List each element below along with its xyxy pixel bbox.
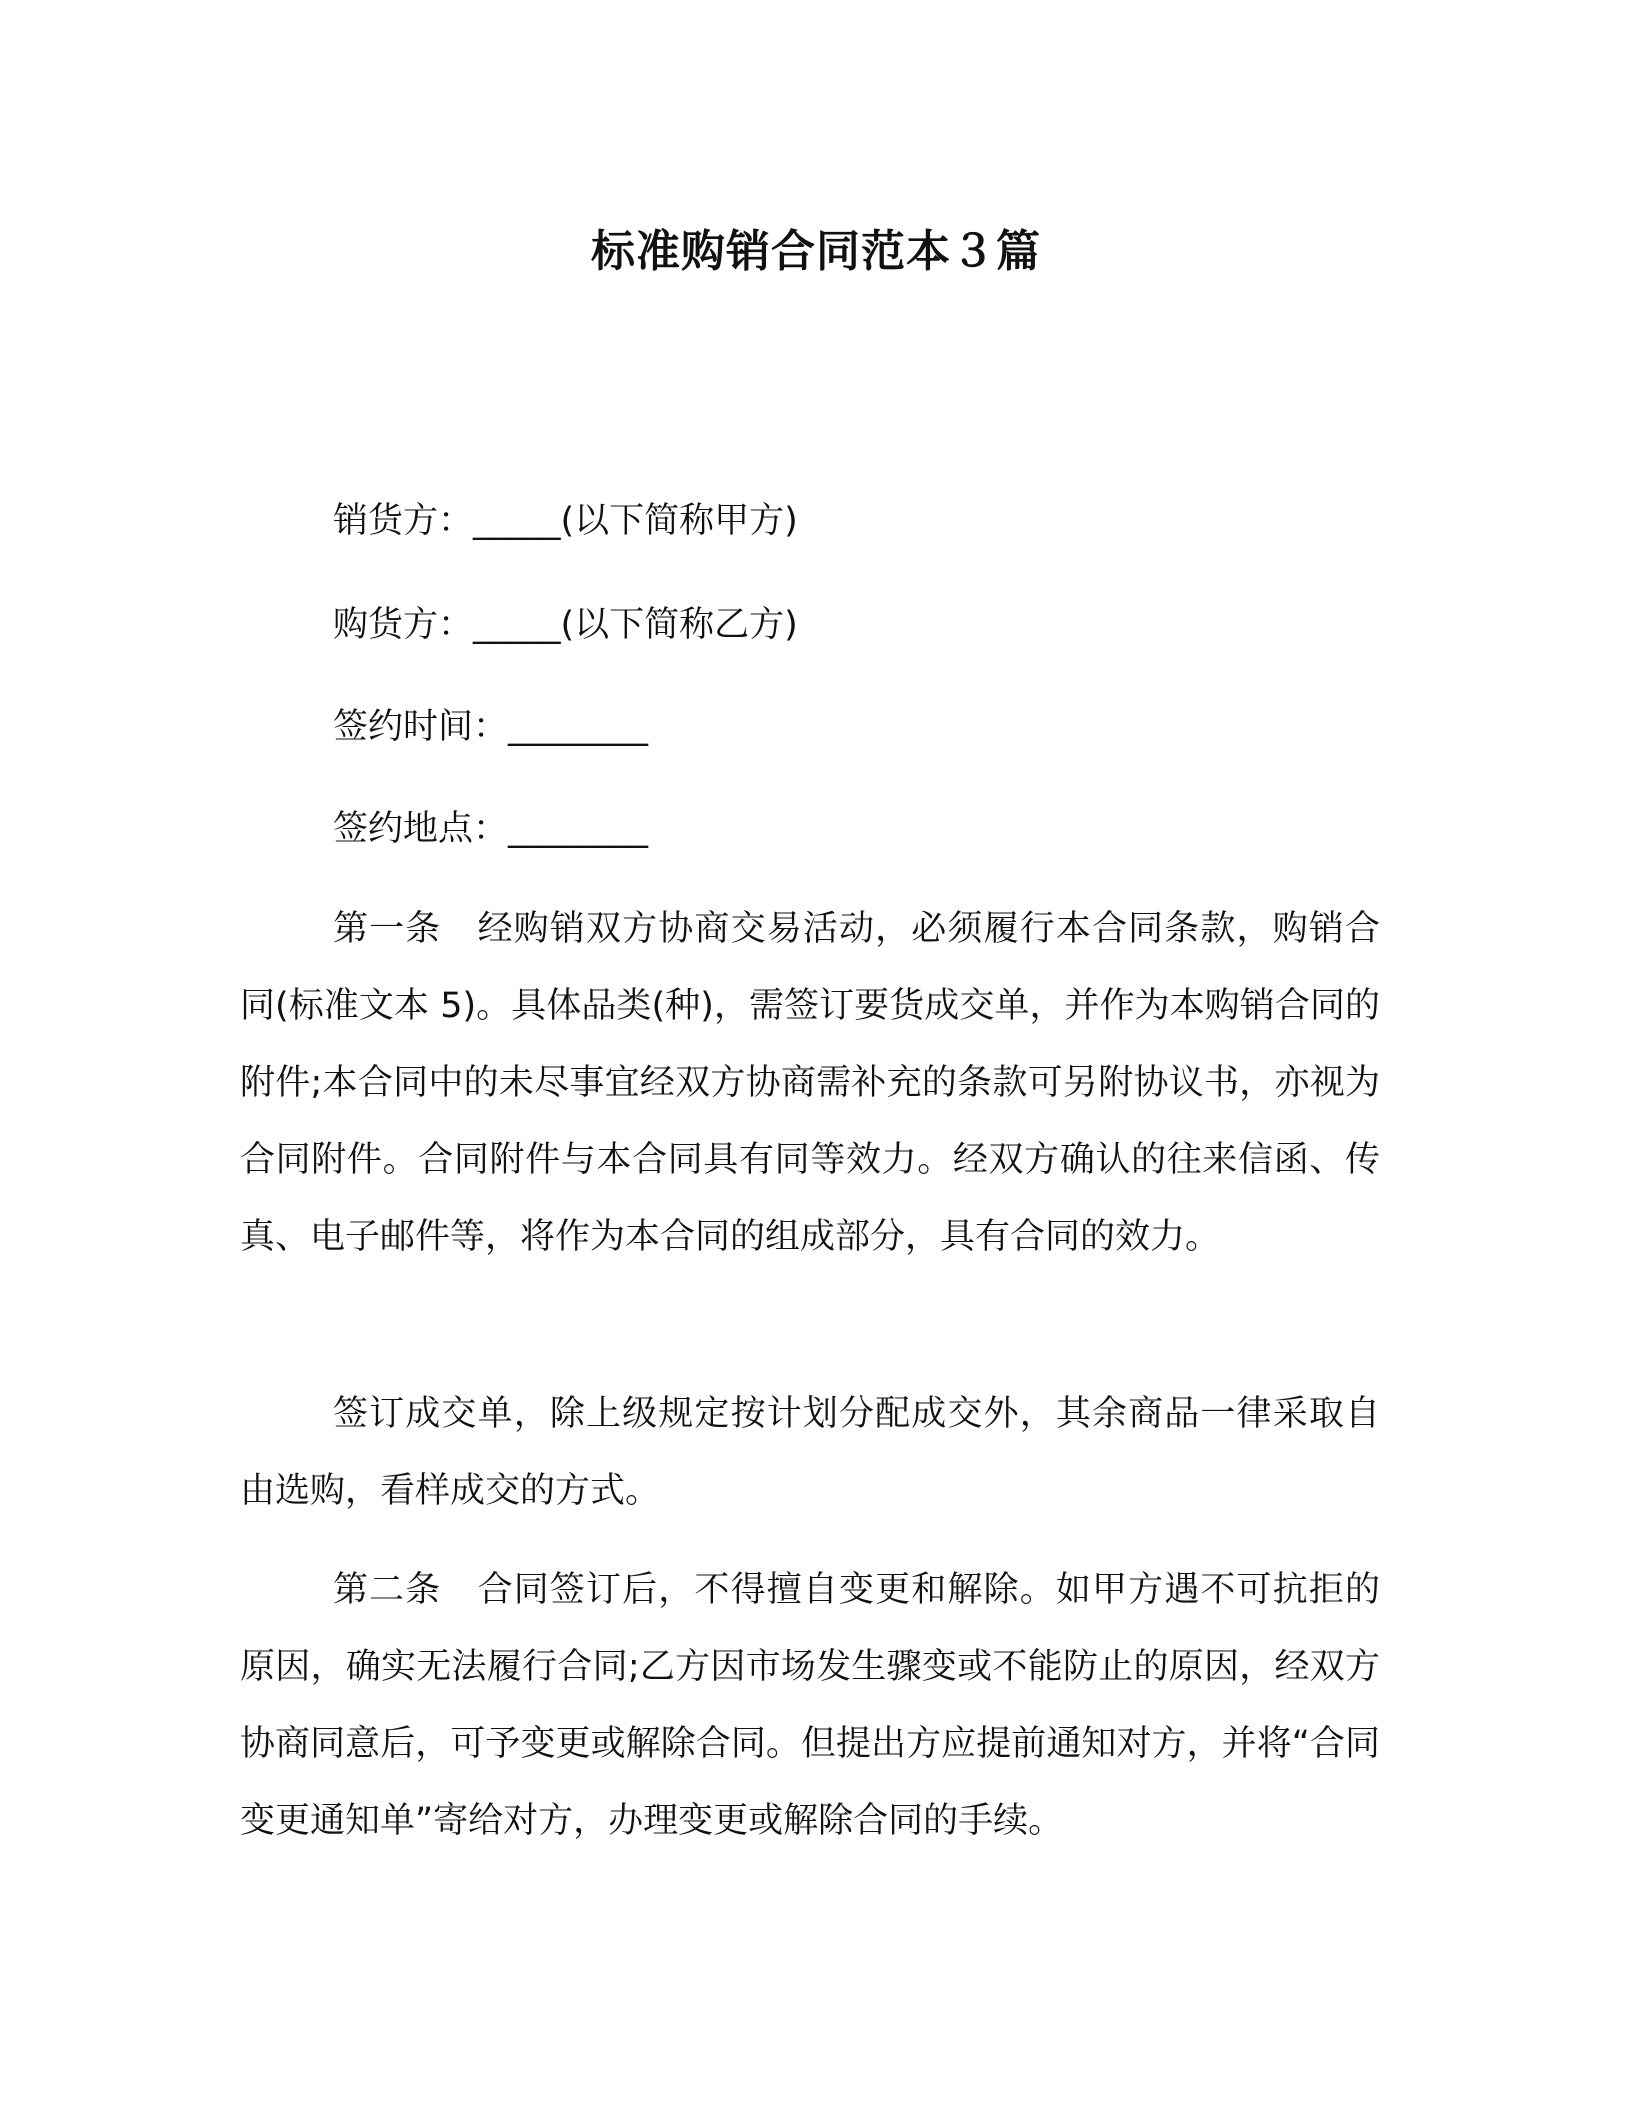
clause-2-paragraph: 第二条 合同签订后，不得擅自变更和解除。如甲方遇不可抗拒的原因，确实无法履行合同;乙方因市场发生骤变或不能防止的原因，经双方协商同意后，可予变更或解除合同。但提出方应提前通知对方，并将“合同变更通知单”寄给对方，办理变更或解除合同的手续。 <box>240 1570 1380 1841</box>
document-title: 标准购销合同范本３篇 <box>591 226 1041 277</box>
buyer-field: 购货方：_____(以下简称乙方) <box>333 605 798 645</box>
seller-field: 销货方：_____(以下简称甲方) <box>333 501 798 541</box>
clause-1-paragraph: 第一条 经购销双方协商交易活动，必须履行本合同条款，购销合同(标准文本 5)。具体品类(种)，需签订要货成交单，并作为本购销合同的附件;本合同中的未尽事宜经双方协商需补充的条款可另附协议书，亦视为合同附件。合同附件与本合同具有同等效力。经双方确认的往来信函、传真、电子邮件等，将作为本合同的组成部分，具有合同的效力。 <box>240 909 1380 1257</box>
transaction-paragraph: 签订成交单，除上级规定按计划分配成交外，其余商品一律采取自由选购，看样成交的方式。 <box>240 1394 1380 1511</box>
signing-place-field: 签约地点：________ <box>333 809 649 849</box>
signing-time-field: 签约时间：________ <box>333 707 649 747</box>
